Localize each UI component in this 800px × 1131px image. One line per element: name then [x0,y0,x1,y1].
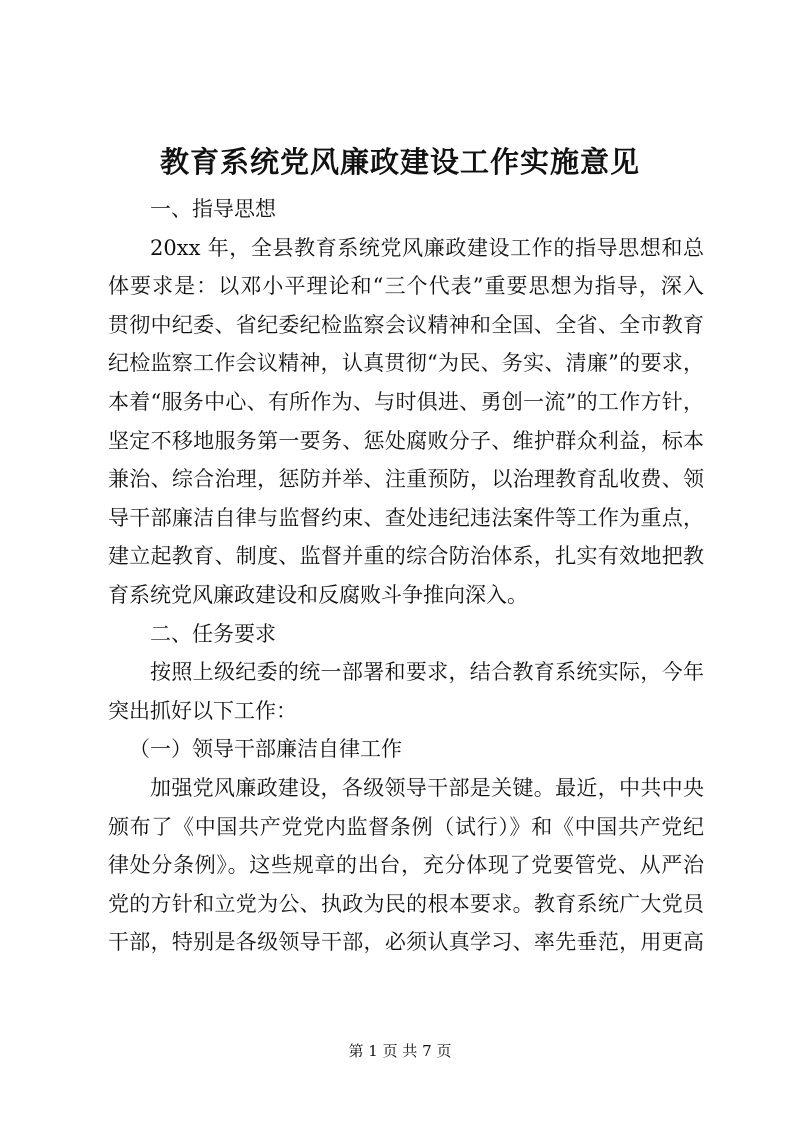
page-number-footer: 第 1 页 共 7 页 [348,1042,452,1060]
document-body [108,190,704,962]
paragraph-line: 纪检监察工作会议精神，认真贯彻“为民、务实、清廉”的要求， [108,351,704,376]
section-heading-guiding-thought: 一、指导思想 [150,197,276,221]
paragraph-line: 按照上级纪委的统一部署和要求，结合教育系统实际，今年 [150,660,704,685]
paragraph-line: 干部，特别是各级领导干部，必须认真学习、率先垂范，用更高 [108,930,704,955]
paragraph-line: 育系统党风廉政建设和反腐败斗争推向深入。 [108,582,528,607]
paragraph-line: 党的方针和立党为公、执政为民的根本要求。教育系统广大党员 [108,891,704,916]
paragraph-line: 兼治、综合治理，惩防并举、注重预防，以治理教育乱收费、领 [108,467,704,492]
section-heading-task-requirements: 二、任务要求 [150,621,276,646]
paragraph-line: 坚定不移地服务第一要务、惩处腐败分子、维护群众利益，标本 [108,428,704,453]
paragraph-line: 颁布了《中国共产党党内监督条例（试行）》和《中国共产党纪 [108,814,704,839]
paragraph-line: 本着“服务中心、有所作为、与时俱进、勇创一流”的工作方针， [108,389,704,414]
subsection-heading-self-discipline: （一）领导干部廉洁自律工作 [129,737,402,762]
paragraph-line: 导干部廉洁自律与监督约束、查处违纪违法案件等工作为重点， [108,505,704,530]
document-title: 教育系统党风廉政建设工作实施意见 [159,145,640,179]
paragraph-line: 加强党风廉政建设，各级领导干部是关键。最近，中共中央 [150,775,704,800]
paragraph-line: 体要求是：以邓小平理论和“三个代表”重要思想为指导，深入 [108,274,704,299]
paragraph-line: 建立起教育、制度、监督并重的综合防治体系，扎实有效地把教 [108,544,704,569]
paragraph-line: 突出抓好以下工作： [108,698,297,723]
paragraph-line: 律处分条例》。这些规章的出台，充分体现了党要管党、从严治 [108,853,704,878]
paragraph-line: 20xx 年，全县教育系统党风廉政建设工作的指导思想和总 [150,235,704,260]
paragraph-line: 贯彻中纪委、省纪委纪检监察会议精神和全国、全省、全市教育 [108,312,704,337]
